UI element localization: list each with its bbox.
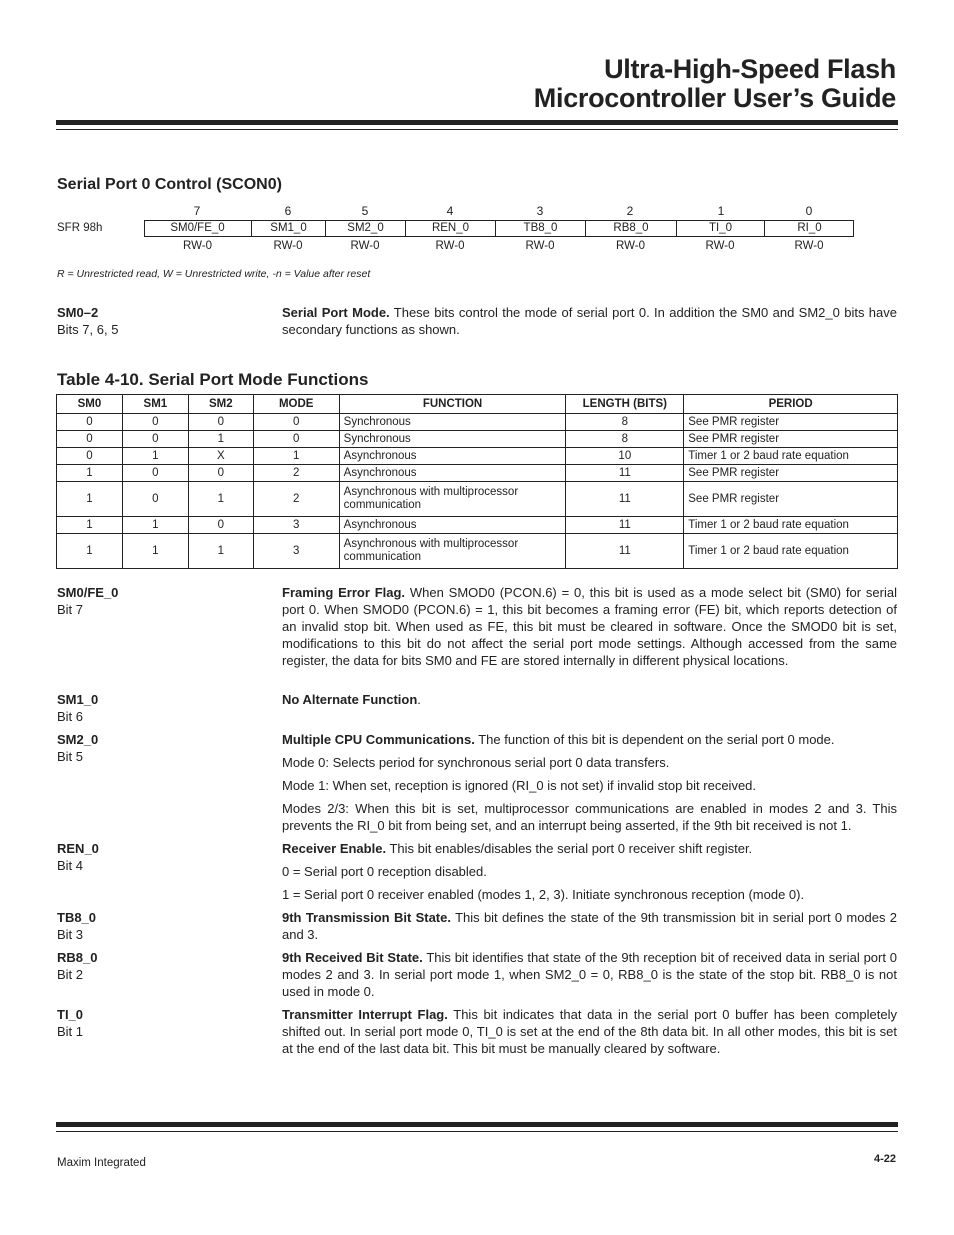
bitdesc-sm2-mode23: Modes 2/3: When this bit is set, multiprocessor communications are enabled in modes 2 and 3. This prevents the RI_0 bit from being set, and an interrupt being asserted, if the 9th bit received is not 1.	[282, 801, 897, 833]
table-cell: 1	[122, 534, 188, 569]
table-cell: 0	[122, 431, 188, 448]
table-cell: 0	[57, 431, 123, 448]
access-type: RW-0	[705, 240, 735, 252]
table-cell: 8	[566, 431, 684, 448]
table-row	[57, 482, 898, 517]
table-cell: 0	[188, 465, 253, 482]
bitdesc-body: This bit indicates that data in the serial port 0 buffer has been completely shifted out. In serial port mode 0, TI_0 is set at the end of the 8th data bit. In all other modes, this bit is set at the end of the last data bit. This bit must be manually cleared by software.	[282, 1007, 897, 1056]
table-cell: 10	[566, 448, 684, 465]
table-cell: See PMR register	[684, 482, 898, 517]
table-cell: X	[188, 448, 253, 465]
table-cell: 1	[188, 431, 253, 448]
bit-field-name: RB8_0	[57, 950, 98, 965]
bitdesc-sm02-label	[57, 304, 118, 338]
bit-name-cell: TB8_0	[495, 220, 585, 237]
table-row	[57, 534, 898, 569]
bitdesc-rb8-text	[282, 949, 897, 1000]
table-cell: 2	[253, 465, 339, 482]
bitdesc-body: When SMOD0 (PCON.6) = 0, this bit is used as a mode select bit (SM0) for serial port 0. When SMOD0 (PCON.6) = 1, this bit becomes a framing error (FE) bit, which reports detection of an invalid stop bit. When used as FE, this bit must be cleared in software. Once the SMOD0 bit is set, modifications to this bit do not affect the serial port mode settings. Although accessed from the same register, the data for bits SM0 and FE are stored internally in different physical locations.	[282, 585, 897, 668]
bitdesc-ren-zero: 0 = Serial port 0 reception disabled.	[282, 864, 487, 879]
column-header: SM0	[57, 395, 123, 414]
table-cell: 1	[57, 465, 123, 482]
access-type: RW-0	[350, 240, 380, 252]
table-row	[57, 465, 898, 482]
page-number: 4-22	[873, 1153, 896, 1165]
table-cell: Timer 1 or 2 baud rate equation	[684, 517, 898, 534]
table-cell: Timer 1 or 2 baud rate equation	[684, 534, 898, 569]
table-row	[57, 448, 898, 465]
bit-number: 3	[536, 204, 544, 218]
bit-position: Bit 6	[57, 709, 84, 724]
table-cell: 0	[122, 414, 188, 431]
table-cell: 0	[57, 414, 123, 431]
table-cell: See PMR register	[684, 414, 898, 431]
bitdesc-sm2-text	[282, 731, 897, 748]
bitdesc-lead: Transmitter Interrupt Flag.	[282, 1007, 448, 1022]
table-cell: 8	[566, 414, 684, 431]
bit-number: 7	[193, 204, 201, 218]
bitdesc-ti-label	[57, 1006, 83, 1040]
header-rule-thin	[56, 129, 898, 130]
column-header: SM2	[188, 395, 253, 414]
bitdesc-ti-text	[282, 1006, 897, 1057]
bitdesc-ren-text	[282, 840, 897, 857]
header-rule-thick	[56, 120, 898, 125]
access-type: RW-0	[525, 240, 555, 252]
table-cell: 1	[122, 448, 188, 465]
table-cell: 1	[122, 517, 188, 534]
bitdesc-tb8-label	[57, 909, 96, 943]
table-cell: Asynchronous with multiprocessor communication	[339, 482, 566, 517]
bitdesc-lead: 9th Received Bit State.	[282, 950, 423, 965]
bit-number: 0	[805, 204, 813, 218]
access-type: RW-0	[273, 240, 303, 252]
bit-position: Bit 1	[57, 1024, 84, 1039]
table-cell: 0	[253, 414, 339, 431]
mode-functions-table	[56, 394, 898, 569]
access-type: RW-0	[616, 240, 645, 252]
footer-company: Maxim Integrated	[57, 1157, 146, 1169]
bitdesc-body: .	[417, 692, 421, 707]
bit-field-name: SM2_0	[57, 732, 99, 747]
bitdesc-sm1-text	[282, 691, 897, 708]
table-cell: 11	[566, 517, 684, 534]
column-header: MODE	[253, 395, 339, 414]
bit-name-cell: RB8_0	[585, 220, 676, 237]
bit-name-cell: SM0/FE_0	[170, 222, 225, 234]
bit-position: Bit 5	[57, 749, 84, 764]
table-cell: 0	[122, 482, 188, 517]
table-cell: Timer 1 or 2 baud rate equation	[684, 448, 898, 465]
table-cell: Asynchronous	[339, 465, 566, 482]
bitdesc-body: This bit defines the state of the 9th transmission bit in serial port 0 modes 2 and 3.	[282, 910, 897, 942]
table-cell: Asynchronous	[339, 448, 566, 465]
scon0-heading: Serial Port 0 Control (SCON0)	[57, 176, 282, 193]
bit-number: 2	[626, 204, 634, 218]
bitdesc-sm2-mode1: Mode 1: When set, reception is ignored (RI_0 is not set) if invalid stop bit received.	[282, 778, 757, 793]
bit-number: 6	[284, 204, 292, 218]
table-header-row	[57, 395, 898, 414]
column-header: PERIOD	[684, 395, 898, 414]
table-cell: 11	[566, 534, 684, 569]
table-cell: 1	[253, 448, 339, 465]
table-cell: 11	[566, 482, 684, 517]
table-cell: Asynchronous	[339, 517, 566, 534]
register-legend: R = Unrestricted read, W = Unrestricted write, -n = Value after reset	[57, 268, 371, 280]
bit-number: 5	[361, 204, 369, 218]
table-cell: See PMR register	[684, 465, 898, 482]
footer-rule-thin	[56, 1131, 898, 1132]
table-cell: 1	[188, 534, 253, 569]
bit-number: 4	[446, 204, 454, 218]
bitdesc-lead: Receiver Enable.	[282, 841, 387, 856]
bit-position: Bit 4	[57, 858, 84, 873]
table-cell: Synchronous	[339, 431, 566, 448]
table-cell: 0	[122, 465, 188, 482]
table-cell: Asynchronous with multiprocessor communication	[339, 534, 566, 569]
bitdesc-body: These bits control the mode of serial port 0. In addition the SM0 and SM2_0 bits have secondary functions as shown.	[282, 305, 897, 337]
table-row	[57, 414, 898, 431]
table-cell: 3	[253, 517, 339, 534]
bitdesc-lead: Serial Port Mode.	[282, 305, 390, 320]
table-cell: See PMR register	[684, 431, 898, 448]
doc-title-line1: Ultra-High-Speed Flash	[604, 54, 896, 84]
table-cell: 0	[57, 448, 123, 465]
bit-field-name: SM0–2	[57, 305, 99, 320]
table-cell: 3	[253, 534, 339, 569]
table-row	[57, 517, 898, 534]
access-type: RW-0	[435, 240, 465, 252]
table-row	[57, 431, 898, 448]
bitdesc-rb8-label	[57, 949, 97, 983]
bit-position: Bits 7, 6, 5	[57, 322, 119, 337]
bit-name-cell: REN_0	[405, 220, 495, 237]
bit-name-cell: RI_0	[764, 220, 854, 237]
bitdesc-body: This bit enables/disables the serial port 0 receiver shift register.	[386, 841, 753, 856]
bit-field-name: SM0/FE_0	[57, 585, 119, 600]
access-type: RW-0	[183, 240, 212, 252]
table-cell: 0	[253, 431, 339, 448]
bitdesc-sm0fe-label	[57, 584, 118, 618]
table-cell: 1	[57, 482, 123, 517]
bitdesc-tb8-text	[282, 909, 897, 943]
bit-name-cell: SM2_0	[325, 220, 405, 237]
bit-name-cell: TI_0	[676, 220, 764, 237]
footer-rule-thick	[56, 1122, 898, 1127]
bit-number: 1	[717, 204, 725, 218]
bitdesc-ren-one: 1 = Serial port 0 receiver enabled (modes 1, 2, 3). Initiate synchronous reception (mode 0).	[282, 887, 805, 902]
table-cell: 1	[188, 482, 253, 517]
bit-field-name: TI_0	[57, 1007, 84, 1022]
table-cell: 0	[188, 414, 253, 431]
bit-position: Bit 2	[57, 967, 84, 982]
table-cell: 11	[566, 465, 684, 482]
bitdesc-body: The function of this bit is dependent on the serial port 0 mode.	[474, 732, 835, 747]
bitdesc-ren-label	[57, 840, 99, 874]
bit-field-name: TB8_0	[57, 910, 97, 925]
bit-position: Bit 3	[57, 927, 84, 942]
doc-title-line2: Microcontroller User’s Guide	[533, 83, 896, 113]
table-title: Table 4-10. Serial Port Mode Functions	[57, 370, 369, 389]
bit-name-cell: SM1_0	[251, 220, 325, 237]
bit-field-name: REN_0	[57, 841, 99, 856]
bit-position: Bit 7	[57, 602, 84, 617]
table-cell: Synchronous	[339, 414, 566, 431]
bitdesc-lead: Multiple CPU Communications.	[282, 732, 475, 747]
column-header: SM1	[122, 395, 188, 414]
bitdesc-lead: 9th Transmission Bit State.	[282, 910, 451, 925]
bitdesc-lead: No Alternate Function	[282, 692, 418, 707]
column-header: LENGTH (BITS)	[566, 395, 684, 414]
bitdesc-sm02-text	[282, 304, 897, 338]
table-cell: 1	[57, 517, 123, 534]
table-cell: 2	[253, 482, 339, 517]
bitdesc-lead: Framing Error Flag.	[282, 585, 406, 600]
table-cell: 1	[57, 534, 123, 569]
sfr-address: SFR 98h	[57, 222, 103, 234]
access-type: RW-0	[794, 240, 824, 252]
bitdesc-sm2-mode0: Mode 0: Selects period for synchronous serial port 0 data transfers.	[282, 755, 670, 770]
bitdesc-sm0fe-text	[282, 584, 897, 669]
table-cell: 0	[188, 517, 253, 534]
bitdesc-sm1-label	[57, 691, 98, 725]
bitdesc-sm2-label	[57, 731, 98, 765]
column-header: FUNCTION	[339, 395, 566, 414]
bit-field-name: SM1_0	[57, 692, 99, 707]
bitdesc-body: This bit identifies that state of the 9th reception bit of received data in serial port 0 modes 2 and 3. In serial port mode 1, when SM2_0 = 0, RB8_0 is the state of the stop bit. RB8_0 is not used in mode 0.	[282, 950, 898, 999]
